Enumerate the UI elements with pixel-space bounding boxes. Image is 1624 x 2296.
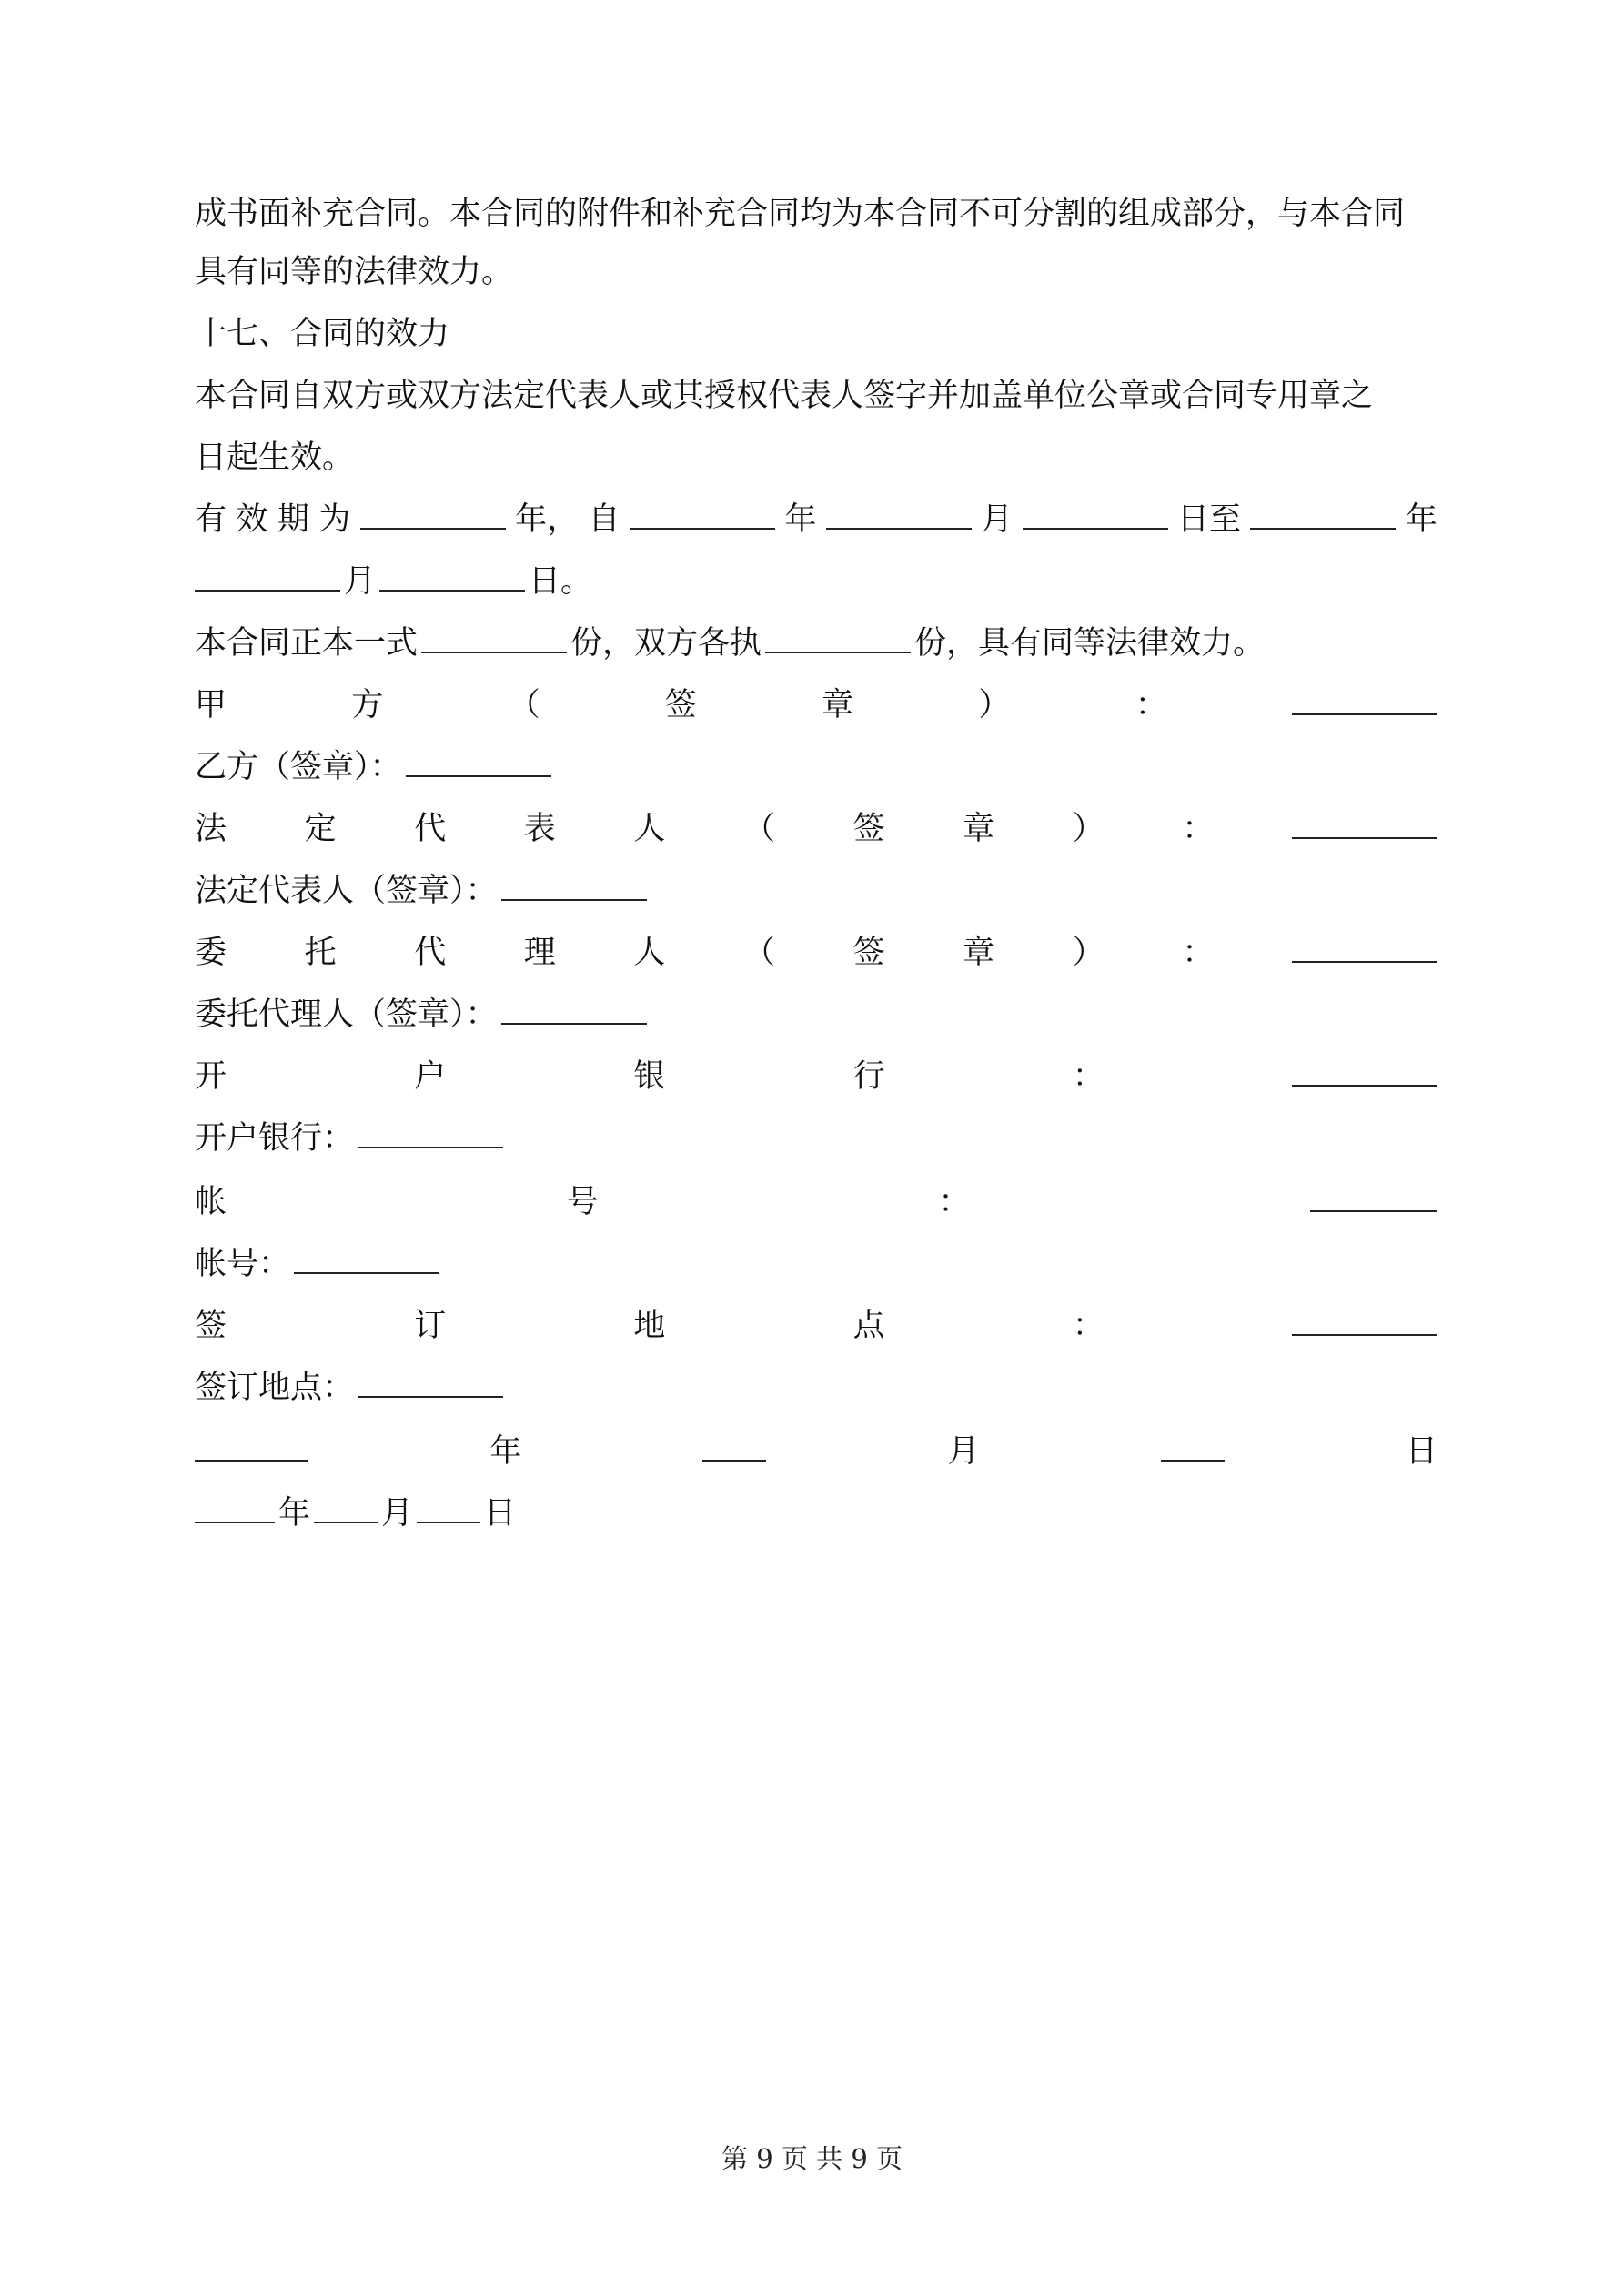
party-a-line (195, 677, 1437, 733)
start-month-blank[interactable] (826, 501, 972, 530)
agent-char: ） (1072, 935, 1105, 971)
date-char: 年 (278, 1495, 311, 1532)
legal-rep-char: （ (742, 811, 775, 847)
party-a-char: 方 (351, 687, 384, 723)
party-b-signature-blank[interactable] (406, 748, 551, 777)
end-year-blank[interactable] (1250, 501, 1396, 530)
legal-rep-char: 代 (414, 811, 447, 847)
agent-a-blank[interactable] (1292, 934, 1437, 963)
date-a-year-blank[interactable] (195, 1432, 308, 1462)
paragraph-line: 具有同等的法律效力。 (195, 254, 514, 290)
validity-text: 月 (981, 501, 1014, 538)
bank-b-blank[interactable] (358, 1119, 503, 1148)
party-a-char: 章 (822, 687, 854, 723)
party-a-char: （ (508, 687, 540, 723)
bank-char: ： (1072, 1058, 1105, 1095)
validity-line (195, 491, 1437, 548)
agent-char: 理 (523, 935, 556, 971)
party-a-char: ： (1135, 687, 1167, 723)
start-year-blank[interactable] (630, 501, 775, 530)
date-char: 日 (484, 1495, 517, 1532)
bank-char: 行 (852, 1058, 885, 1095)
end-day-blank[interactable] (379, 562, 525, 592)
page-footer: 第 9 页 共 9 页 (721, 2143, 903, 2174)
account-b-line (195, 1236, 1437, 1292)
date-b-month-blank[interactable] (314, 1494, 378, 1523)
validity-text: 日。 (529, 563, 593, 600)
date-char: 年 (489, 1433, 522, 1470)
start-day-blank[interactable] (1023, 501, 1168, 530)
place-label: 签订地点： (195, 1370, 355, 1406)
paragraph-line: 本合同自双方或双方法定代表人或其授权代表人签字并加盖单位公章或合同专用章之 (195, 378, 1374, 414)
date-char: 月 (381, 1495, 414, 1532)
bank-label: 开户银行： (195, 1120, 355, 1157)
paragraph-line: 成书面补充合同。本合同的附件和补充合同均为本合同不可分割的组成部分，与本合同 (195, 196, 1406, 232)
bank-b-line (195, 1110, 1437, 1167)
validity-char: 为 (318, 501, 351, 538)
account-b-blank[interactable] (294, 1245, 439, 1274)
place-b-line (195, 1360, 1437, 1416)
date-a-line (195, 1423, 1437, 1480)
validity-char: 效 (236, 501, 268, 538)
legal-rep-a-line (195, 801, 1437, 857)
validity-text: 年， (515, 501, 580, 538)
end-month-blank[interactable] (195, 562, 340, 592)
bank-char: 银 (633, 1058, 666, 1095)
account-a-blank[interactable] (1310, 1183, 1437, 1212)
validity-years-blank[interactable] (360, 501, 506, 530)
agent-char: 代 (414, 935, 447, 971)
date-a-day-blank[interactable] (1161, 1432, 1225, 1462)
legal-rep-char: 定 (304, 811, 337, 847)
paragraph-line: 日起生效。 (195, 440, 355, 476)
legal-rep-b-blank[interactable] (501, 872, 647, 901)
validity-text: 日至 (1177, 501, 1242, 538)
place-char: ： (1072, 1308, 1105, 1344)
agent-char: （ (742, 935, 775, 971)
date-a-month-blank[interactable] (702, 1432, 766, 1462)
agent-char: 人 (633, 935, 666, 971)
date-b-line (195, 1485, 1437, 1542)
party-b-label: 乙方（签章）： (195, 749, 402, 785)
copies-total-blank[interactable] (421, 624, 567, 653)
bank-a-blank[interactable] (1292, 1057, 1437, 1087)
date-char: 日 (1405, 1433, 1437, 1470)
agent-label: 委托代理人（签章）： (195, 996, 498, 1033)
bank-char: 开 (195, 1058, 227, 1095)
place-char: 订 (414, 1308, 447, 1344)
validity-text: 月 (344, 563, 377, 600)
copies-each-blank[interactable] (765, 624, 911, 653)
bank-a-line (195, 1048, 1437, 1105)
legal-rep-a-blank[interactable] (1292, 810, 1437, 839)
bank-char: 户 (414, 1058, 447, 1095)
agent-char: 章 (963, 935, 995, 971)
legal-rep-char: ： (1182, 811, 1215, 847)
party-a-char: 签 (664, 687, 697, 723)
legal-rep-char: 法 (195, 811, 227, 847)
party-a-char: 甲 (195, 687, 227, 723)
section-heading: 十七、合同的效力 (195, 316, 450, 352)
copies-text: 份，双方各执 (570, 625, 762, 662)
account-char: ： (938, 1184, 971, 1220)
agent-char: 签 (852, 935, 885, 971)
validity-char: 有 (195, 501, 227, 538)
agent-b-line (195, 986, 1437, 1043)
legal-rep-char: ） (1072, 811, 1105, 847)
date-b-day-blank[interactable] (417, 1494, 480, 1523)
place-a-blank[interactable] (1292, 1307, 1437, 1336)
validity-line-2 (195, 553, 1437, 610)
validity-char: 期 (277, 501, 309, 538)
party-a-char: ） (978, 687, 1011, 723)
date-char: 月 (947, 1433, 980, 1470)
agent-char: ： (1182, 935, 1215, 971)
place-char: 签 (195, 1308, 227, 1344)
account-char: 号 (566, 1184, 599, 1220)
agent-char: 托 (304, 935, 337, 971)
legal-rep-char: 表 (523, 811, 556, 847)
copies-text: 本合同正本一式 (195, 625, 419, 662)
place-char: 地 (633, 1308, 666, 1344)
legal-rep-char: 签 (852, 811, 885, 847)
legal-rep-char: 章 (963, 811, 995, 847)
place-char: 点 (852, 1308, 885, 1344)
account-char: 帐 (195, 1184, 227, 1220)
validity-text: 年 (784, 501, 817, 538)
party-b-line (195, 739, 1437, 795)
legal-rep-b-line (195, 863, 1437, 919)
legal-rep-char: 人 (633, 811, 666, 847)
party-a-signature-blank[interactable] (1292, 686, 1437, 715)
copies-line (195, 615, 1437, 672)
date-b-year-blank[interactable] (195, 1494, 275, 1523)
account-label: 帐号： (195, 1246, 291, 1282)
validity-text: 年 (1405, 501, 1437, 538)
legal-rep-label: 法定代表人（签章）： (195, 873, 498, 909)
agent-char: 委 (195, 935, 227, 971)
place-b-blank[interactable] (358, 1369, 503, 1398)
agent-b-blank[interactable] (501, 996, 647, 1025)
copies-text: 份，具有同等法律效力。 (914, 625, 1266, 662)
agent-a-line (195, 925, 1437, 981)
place-a-line (195, 1298, 1437, 1354)
account-a-line (195, 1174, 1437, 1230)
validity-text: 自 (588, 501, 620, 538)
